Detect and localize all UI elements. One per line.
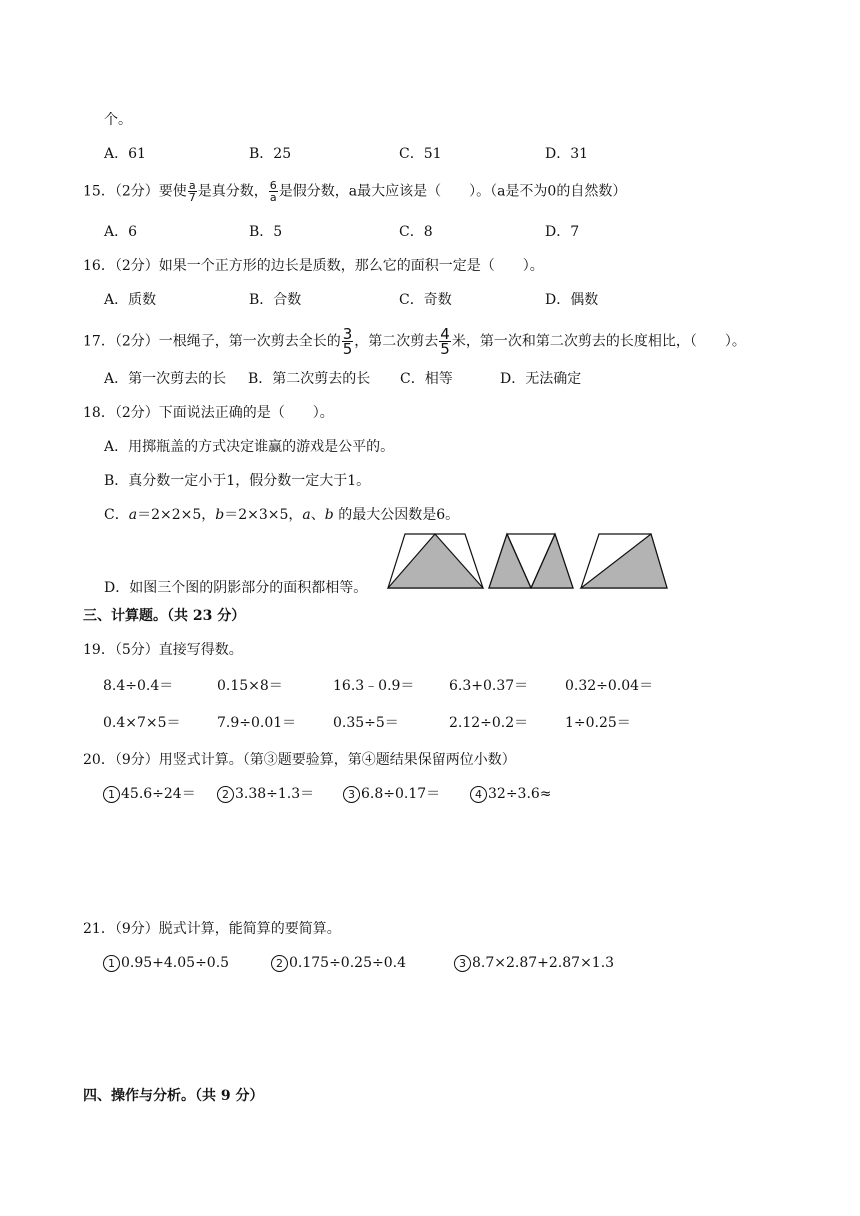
q15-option-b: B．5 (249, 224, 283, 240)
q19-item: 8.4÷0.4＝ (103, 678, 174, 694)
q14-option-a: A．61 (104, 146, 146, 162)
q17-fraction-2: $\frac{4}{5}$ (440, 325, 450, 358)
trapezoid-figure-3 (581, 534, 667, 588)
q15-question: 15．（2分）要使 $\frac{a}{7}$ 是真分数， $\frac{6}{a}$ 是假分数，a最大应该是（ ）。（a是不为0的自然数） (83, 179, 627, 204)
q18-question: 18．（2分）下面说法正确的是（ ）。 (83, 405, 334, 421)
q19-item: 16.3﹣0.9＝ (333, 678, 415, 694)
q19-item: 6.3+0.37＝ (449, 678, 529, 694)
q16-option-c: C．奇数 (399, 292, 452, 308)
q18-option-a: A．用掷瓶盖的方式决定谁赢的游戏是公平的。 (104, 439, 395, 455)
q17-question: 17．（2分）一根绳子，第一次剪去全长的 $\frac{3}{5}$ ，第二次剪去 $\frac{4}{5}$ 米，第一次和第二次剪去的长度相比，（ ）。 (83, 325, 746, 358)
q19-item: 0.4×7×5＝ (103, 715, 181, 731)
q20-item-4: 4 32÷3.6≈ (470, 784, 552, 804)
trapezoid-figure-1 (388, 534, 483, 588)
q19-item: 0.15×8＝ (217, 678, 283, 694)
q19-item: 2.12÷0.2＝ (449, 715, 529, 731)
q18-option-d: D．如图三个图的阴影部分的面积都相等。 (104, 580, 368, 596)
q14-option-b: B．25 (249, 146, 292, 162)
q20-item-1: 1 45.6÷24＝ (103, 784, 196, 804)
q17-option-a: A．第一次剪去的长 (104, 371, 227, 387)
q20-item-3: 3 6.8÷0.17＝ (343, 784, 440, 804)
q19-item: 0.32÷0.04＝ (565, 678, 654, 694)
q21-item-2: 2 0.175÷0.25÷0.4 (271, 953, 406, 973)
q17-option-b: B．第二次剪去的长 (248, 371, 371, 387)
section-4-heading: 四、操作与分析。（共 9 分） (83, 1088, 264, 1104)
q16-option-a: A．质数 (104, 292, 157, 308)
q15-option-a: A．6 (104, 224, 138, 240)
q18-figures (385, 532, 670, 592)
q14-tail: 个。 (104, 112, 132, 128)
q21-question: 21．（9分）脱式计算，能简算的要简算。 (83, 921, 341, 937)
q20-question: 20．（9分）用竖式计算。（第③题要验算，第④题结果保留两位小数） (83, 752, 516, 768)
q19-item: 7.9÷0.01＝ (217, 715, 297, 731)
q16-option-d: D．偶数 (545, 292, 599, 308)
q14-option-d: D．31 (545, 146, 589, 162)
q15-option-c: C．8 (399, 224, 433, 240)
q19-item: 0.35÷5＝ (333, 715, 399, 731)
q19-item: 1÷0.25＝ (565, 715, 631, 731)
q21-item-1: 1 0.95+4.05÷0.5 (103, 953, 229, 973)
q19-question: 19．（5分）直接写得数。 (83, 642, 243, 658)
q18-option-c: C．a＝2×2×5，b＝2×3×5，a、b 的最大公因数是6。 (104, 507, 460, 523)
q16-option-b: B．合数 (249, 292, 302, 308)
q17-option-d: D．无法确定 (500, 371, 582, 387)
section-3-heading: 三、计算题。（共 23 分） (83, 608, 246, 624)
q15-fraction-2: $\frac{6}{a}$ (269, 179, 277, 204)
q16-question: 16．（2分）如果一个正方形的边长是质数，那么它的面积一定是（ ）。 (83, 258, 544, 274)
q17-option-c: C．相等 (400, 371, 453, 387)
q14-option-c: C．51 (399, 146, 442, 162)
q15-option-d: D．7 (545, 224, 580, 240)
q15-fraction-1: $\frac{a}{7}$ (188, 179, 196, 204)
q21-item-3: 3 8.7×2.87+2.87×1.3 (454, 953, 614, 973)
q17-fraction-1: $\frac{3}{5}$ (342, 325, 353, 358)
q20-item-2: 2 3.38÷1.3＝ (217, 784, 314, 804)
q18-option-b: B．真分数一定小于1，假分数一定大于1。 (104, 473, 371, 489)
trapezoid-figure-2 (489, 534, 573, 588)
